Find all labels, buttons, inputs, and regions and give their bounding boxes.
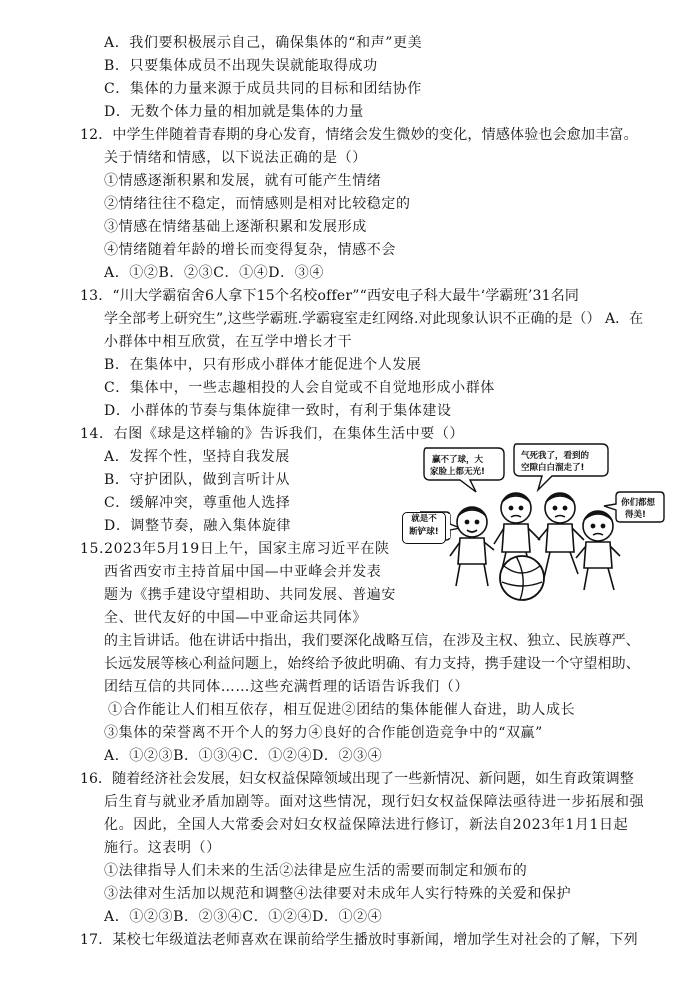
q11-option-a: A．我们要积极展示自己，确保集体的“和声”更美 — [104, 35, 423, 51]
q15-options: A．①②③B．①③④C．①②④D．②③④ — [104, 748, 383, 764]
q12-options: A．①②B．②③C．①④D．③④ — [104, 265, 324, 281]
q15-items-3-4: ③集体的荣誉离不开个人的努力④良好的合作能创造竞争中的“双赢” — [104, 725, 543, 741]
bubble-1-line-2: 家脸上都无光! — [430, 467, 485, 477]
q15-stem-3: 题为《携手建设守望相助、共同发展、普遍安 — [104, 587, 396, 603]
q15-stem-5: 的主旨讲话。他在讲话中指出，我们要深化战略互信，在涉及主权、独立、民族尊严、 — [104, 633, 640, 649]
q11-option-b: B．只要集体成员不出现失误就能取得成功 — [104, 58, 378, 74]
q16-stem: 16．随着经济社会发展，妇女权益保障领域出现了一些新情况、新问题，如生育政策调整 — [80, 771, 634, 787]
bubble-2-line-1: 气死我了，看到的 — [521, 451, 590, 461]
bubble-1-line-1: 赢不了球，大 — [432, 455, 484, 465]
bubble-3-line-1: 你们都想 — [621, 498, 656, 508]
q13-option-d: D．小群体的节奏与集体旋律一致时，有利于集体建设 — [104, 403, 452, 419]
q15-stem-6: 长远发展等核心利益问题上，始终给予彼此明确、有力支持，携手建设一个守望相助、 — [104, 656, 640, 672]
bubble-3-line-2: 得美! — [625, 510, 646, 520]
speech-bubble-2 — [514, 444, 608, 490]
bubble-2-line-2: 空隙白白溜走了! — [521, 463, 585, 473]
kid-figure-4 — [576, 511, 620, 590]
bubble-4-text-box — [402, 512, 446, 544]
q15-stem: 15.2023年5月19日上午，国家主席习近平在陕 — [80, 541, 390, 557]
kid-figure-3 — [538, 493, 584, 578]
q13-option-c: C．集体中，一些志趣相投的人会自觉或不自觉地形成小群体 — [104, 380, 495, 396]
q14-option-c: C．缓解冲突，尊重他人选择 — [104, 495, 291, 511]
speech-bubble-1 — [424, 448, 504, 492]
q15-stem-4: 全、世代友好的中国—中亚命运共同体》 — [104, 610, 367, 626]
q13-stem: 13．“川大学霸宿舍6人拿下15个名校offer”“西安电子科大最牛‘学霸班’31名同 — [80, 288, 580, 304]
cartoon-illustration — [420, 440, 665, 605]
q15-stem-2: 西省西安市主持首届中国—中亚峰会并发表 — [104, 564, 382, 580]
q16-items-3-4: ③法律对生活加以规范和调整④法律要对未成年人实行特殊的关爱和保护 — [104, 886, 572, 902]
q14-option-a: A．发挥个性，坚持自我发展 — [104, 449, 290, 465]
q16-stem-3: 化。因此，全国人大常委会对妇女权益保障法进行修订，新法自2023年1月1日起 — [104, 817, 629, 833]
q16-items-1-2: ①法律指导人们未来的生活②法律是应生活的需要而制定和颁布的 — [104, 863, 528, 879]
ball-icon — [500, 556, 544, 600]
q12-item-2: ②情绪往往不稳定，而情感则是相对比较稳定的 — [104, 196, 411, 212]
q16-stem-2: 后生育与就业矛盾加剧等。面对这些情况，现行妇女权益保障法亟待进一步拓展和强 — [104, 794, 645, 810]
kid-figure-1 — [450, 507, 494, 586]
q12-item-3: ③情感在情绪基础上逐渐积累和发展形成 — [104, 219, 367, 235]
q13-option-b: B．在集体中，只有形成小群体才能促进个人发展 — [104, 357, 422, 373]
speech-bubble-3 — [604, 492, 664, 522]
q11-option-d: D．无数个体力量的相加就是集体的力量 — [104, 104, 365, 120]
q12-stem-cont: 关于情绪和情感，以下说法正确的是（） — [104, 150, 367, 166]
q12-item-1: ①情感逐渐积累和发展，就有可能产生情绪 — [104, 173, 382, 189]
q12-stem: 12．中学生伴随着青春期的身心发育，情绪会发生微妙的变化，情感体验也会愈加丰富。 — [80, 127, 638, 143]
q13-stem-cont: 学全部考上研究生”,这些学霸班.学霸寝室走红网络.对此现象认识不正确的是（） A．在 — [104, 311, 644, 327]
bubble-4-line-2: 断铲球! — [409, 527, 439, 537]
q15-items-1-2: ①合作能让人们相互依存，相互促进②团结的集体能催人奋进，助人成长 — [108, 702, 576, 718]
q11-option-c: C．集体的力量来源于成员共同的目标和团结协作 — [104, 81, 422, 97]
q16-options: A．①②③B．②③④C．①②④D．①②④ — [104, 909, 383, 925]
q17-stem: 17．某校七年级道法老师喜欢在课前给学生播放时事新闻，增加学生对社会的了解，下列 — [80, 932, 638, 948]
q12-item-4: ④情绪随着年龄的增长而变得复杂，情感不会 — [104, 242, 396, 258]
q16-stem-4: 施行。这表明（） — [104, 840, 221, 856]
q15-stem-7: 团结互信的共同体……这些充满哲理的话语告诉我们（） — [104, 679, 469, 695]
q14-stem: 14．右图《球是这样输的》告诉我们，在集体生活中要（） — [80, 426, 465, 442]
q14-option-b: B．守护团队，做到言听计从 — [104, 472, 291, 488]
q13-option-a-cont: 小群体中相互欣赏，在互学中增长才干 — [104, 334, 353, 350]
q14-option-d: D．调整节奏，融入集体旋律 — [104, 518, 292, 534]
bubble-4-line-1: 就是不 — [411, 514, 437, 524]
